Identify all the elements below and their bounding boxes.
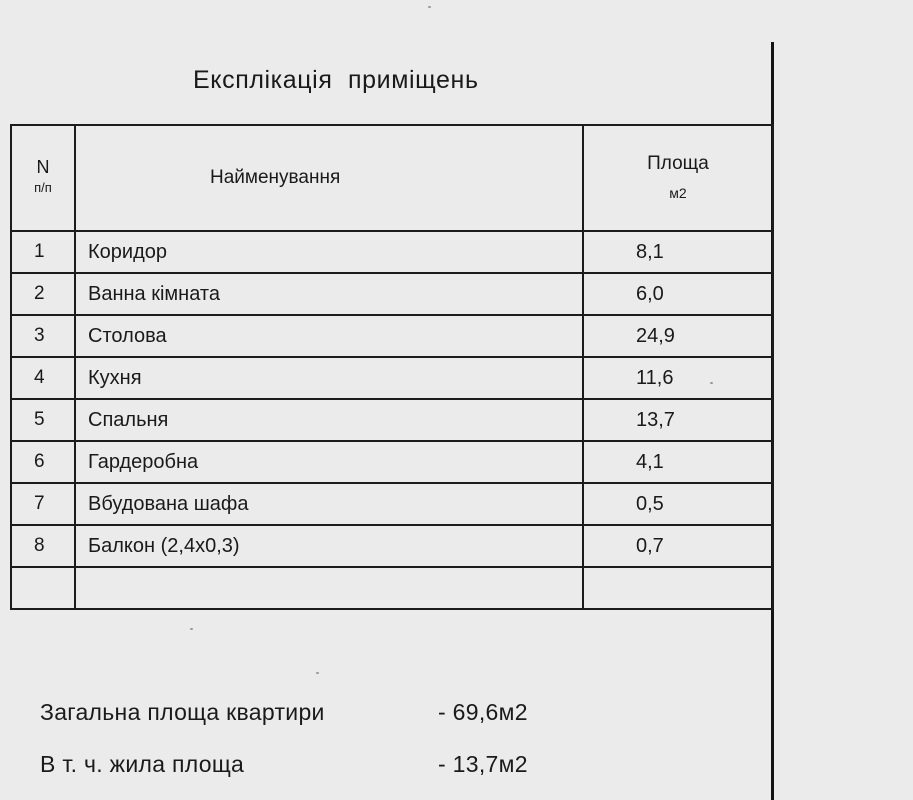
room-name: Гардеробна (75, 441, 583, 483)
table-row-empty (11, 567, 773, 609)
header-area-unit: м2 (669, 185, 687, 201)
room-name: Вбудована шафа (75, 483, 583, 525)
room-area: 4,1 (583, 441, 773, 483)
room-name: Ванна кімната (75, 273, 583, 315)
living-area-value: - 13,7м2 (438, 751, 528, 777)
header-number (11, 125, 75, 231)
rooms-table (10, 124, 774, 610)
table-row (11, 273, 773, 315)
row-number: 4 (11, 357, 75, 399)
room-area (583, 567, 773, 609)
scan-speck (428, 6, 431, 8)
total-area-label: Загальна площа квартири (40, 699, 325, 725)
room-area: 0,7 (583, 525, 773, 567)
room-area: 13,7 (583, 399, 773, 441)
room-name: Коридор (75, 231, 583, 273)
scan-speck (316, 672, 319, 674)
room-name: Балкон (2,4x0,3) (75, 525, 583, 567)
living-area-label: В т. ч. жила площа (40, 751, 245, 777)
table-row (11, 399, 773, 441)
table-row (11, 231, 773, 273)
row-number: 2 (11, 273, 75, 315)
room-name (75, 567, 583, 609)
table-row (11, 441, 773, 483)
table-header-row (11, 125, 773, 231)
header-number-sub: п/п (34, 180, 52, 195)
table-row (11, 315, 773, 357)
row-number: 1 (11, 231, 75, 273)
table-row (11, 525, 773, 567)
row-number: 6 (11, 441, 75, 483)
room-area: 0,5 (583, 483, 773, 525)
row-number (11, 567, 75, 609)
room-area: 6,0 (583, 273, 773, 315)
room-name: Кухня (75, 357, 583, 399)
header-area (583, 125, 773, 231)
room-name: Спальня (75, 399, 583, 441)
room-area: 24,9 (583, 315, 773, 357)
table-row (11, 483, 773, 525)
row-number: 5 (11, 399, 75, 441)
scan-speck (710, 382, 713, 384)
row-number: 7 (11, 483, 75, 525)
row-number: 8 (11, 525, 75, 567)
header-number-main: N (36, 157, 50, 177)
room-area: 11,6 (583, 357, 773, 399)
table-row (11, 357, 773, 399)
room-area: 8,1 (583, 231, 773, 273)
scan-speck (190, 628, 193, 630)
row-number: 3 (11, 315, 75, 357)
header-name: Найменування (75, 125, 583, 231)
room-name: Столова (75, 315, 583, 357)
document-title: Експлікація приміщень (193, 66, 479, 94)
header-area-main: Площа (647, 153, 709, 174)
total-area-value: - 69,6м2 (438, 699, 528, 725)
